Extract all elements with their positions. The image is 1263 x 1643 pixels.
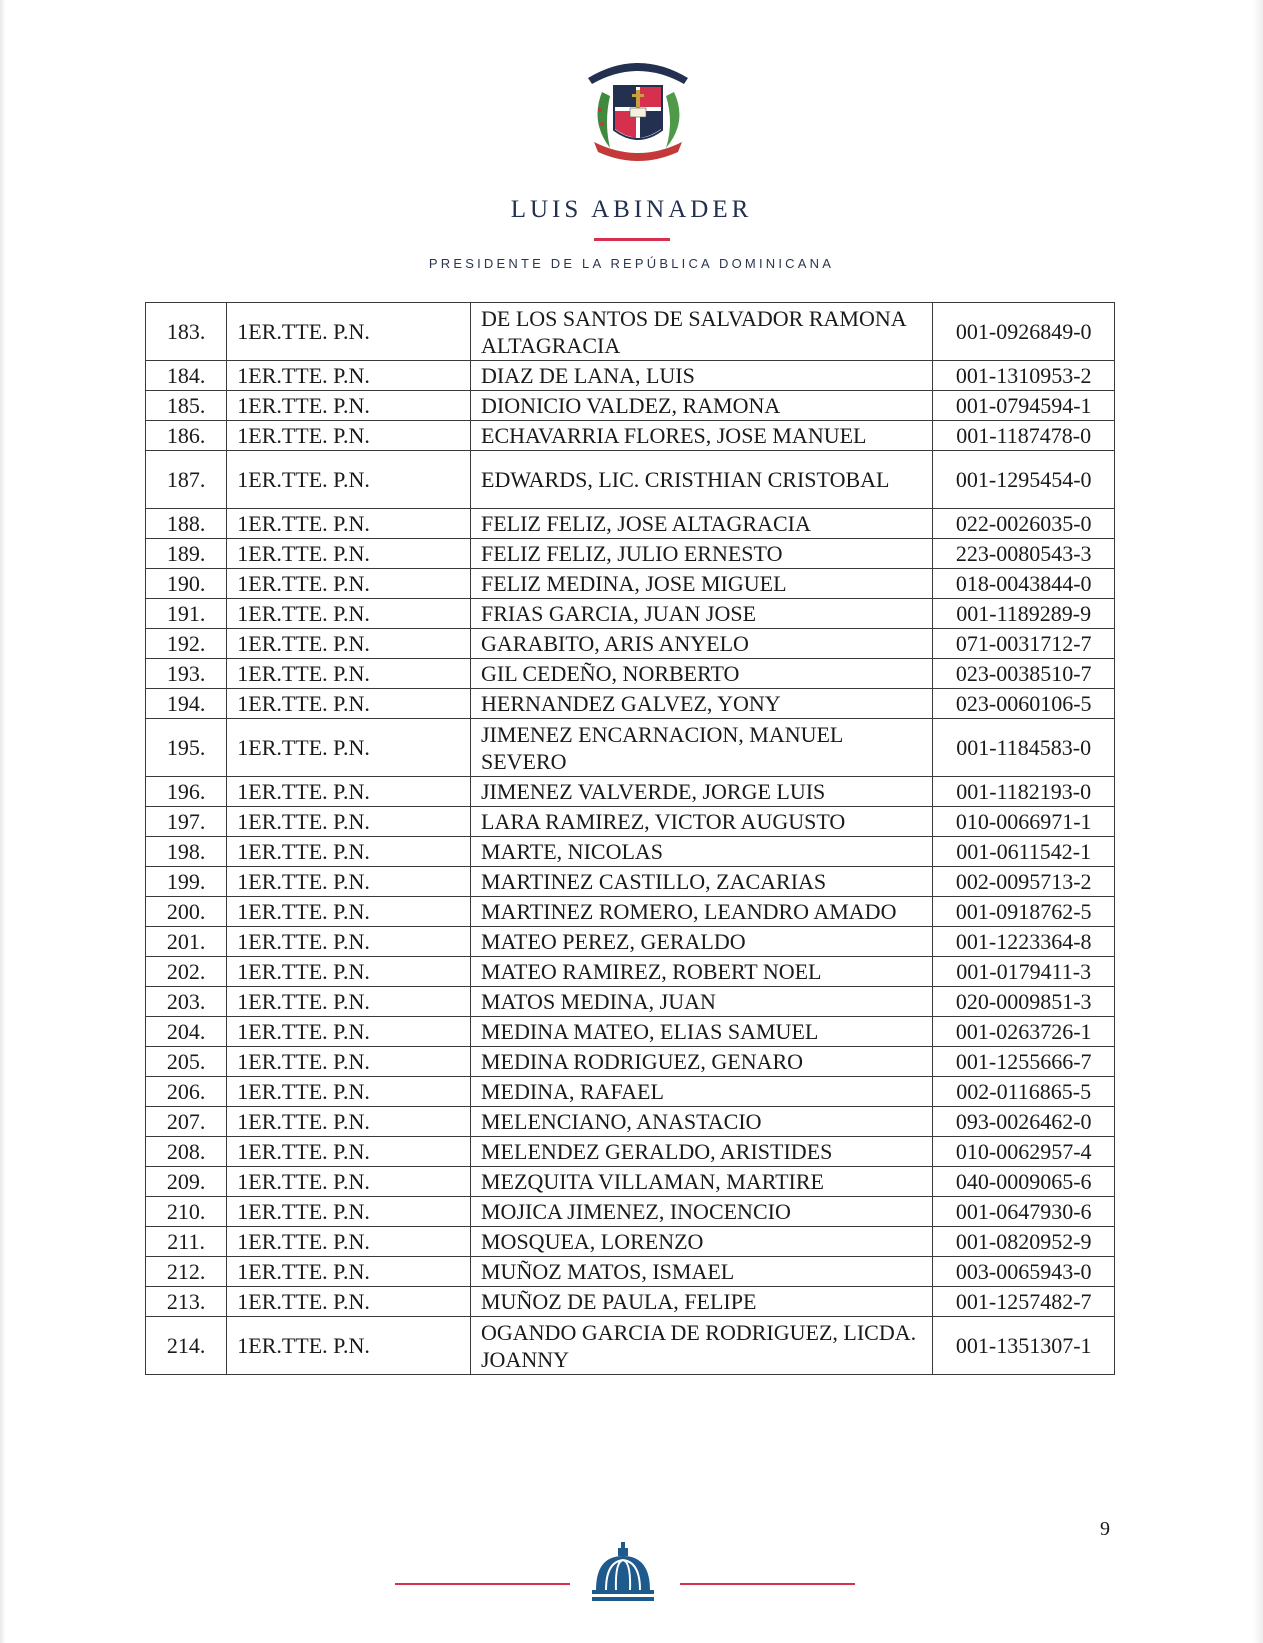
- header-red-rule: [594, 238, 670, 241]
- footer-red-line-right: [680, 1583, 855, 1585]
- rank-cell: 1ER.TTE. P.N.: [227, 509, 471, 539]
- scan-edge-right: [1253, 0, 1263, 1643]
- personnel-table: [145, 302, 1115, 1375]
- name-cell: DIONICIO VALDEZ, RAMONA: [471, 391, 933, 421]
- cedula-cell: 022-0026035-0: [933, 509, 1115, 539]
- row-number: 194.: [146, 689, 227, 719]
- name-cell: MEZQUITA VILLAMAN, MARTIRE: [471, 1167, 933, 1197]
- name-cell: MATEO RAMIREZ, ROBERT NOEL: [471, 957, 933, 987]
- row-number: 196.: [146, 777, 227, 807]
- table-row: [146, 1077, 1115, 1107]
- table-row: [146, 659, 1115, 689]
- name-cell: MOSQUEA, LORENZO: [471, 1227, 933, 1257]
- table-row: [146, 1137, 1115, 1167]
- cedula-cell: 001-1310953-2: [933, 361, 1115, 391]
- table-row: [146, 867, 1115, 897]
- row-number: 213.: [146, 1287, 227, 1317]
- row-number: 197.: [146, 807, 227, 837]
- cedula-cell: 001-0918762-5: [933, 897, 1115, 927]
- rank-cell: 1ER.TTE. P.N.: [227, 303, 471, 361]
- cedula-cell: 093-0026462-0: [933, 1107, 1115, 1137]
- row-number: 192.: [146, 629, 227, 659]
- cedula-cell: 040-0009065-6: [933, 1167, 1115, 1197]
- row-number: 208.: [146, 1137, 227, 1167]
- rank-cell: 1ER.TTE. P.N.: [227, 1017, 471, 1047]
- name-cell: DIAZ DE LANA, LUIS: [471, 361, 933, 391]
- rank-cell: 1ER.TTE. P.N.: [227, 659, 471, 689]
- table-row: [146, 777, 1115, 807]
- cedula-cell: 002-0095713-2: [933, 867, 1115, 897]
- row-number: 205.: [146, 1047, 227, 1077]
- name-cell: GARABITO, ARIS ANYELO: [471, 629, 933, 659]
- table-row: [146, 391, 1115, 421]
- rank-cell: 1ER.TTE. P.N.: [227, 1047, 471, 1077]
- row-number: 204.: [146, 1017, 227, 1047]
- rank-cell: 1ER.TTE. P.N.: [227, 1107, 471, 1137]
- name-cell: FELIZ FELIZ, JULIO ERNESTO: [471, 539, 933, 569]
- name-cell: JIMENEZ VALVERDE, JORGE LUIS: [471, 777, 933, 807]
- name-cell: HERNANDEZ GALVEZ, YONY: [471, 689, 933, 719]
- cedula-cell: 001-0179411-3: [933, 957, 1115, 987]
- name-cell: GIL CEDEÑO, NORBERTO: [471, 659, 933, 689]
- table-row: [146, 807, 1115, 837]
- name-cell: MUÑOZ MATOS, ISMAEL: [471, 1257, 933, 1287]
- cedula-cell: 001-1223364-8: [933, 927, 1115, 957]
- row-number: 206.: [146, 1077, 227, 1107]
- name-cell: JIMENEZ ENCARNACION, MANUEL SEVERO: [471, 719, 933, 777]
- header-subtitle: PRESIDENTE DE LA REPÚBLICA DOMINICANA: [428, 256, 835, 271]
- row-number: 188.: [146, 509, 227, 539]
- rank-cell: 1ER.TTE. P.N.: [227, 987, 471, 1017]
- rank-cell: 1ER.TTE. P.N.: [227, 1287, 471, 1317]
- cedula-cell: 001-1295454-0: [933, 451, 1115, 509]
- cedula-cell: 001-0794594-1: [933, 391, 1115, 421]
- cedula-cell: 001-1255666-7: [933, 1047, 1115, 1077]
- table-row: [146, 1227, 1115, 1257]
- name-cell: MATEO PEREZ, GERALDO: [471, 927, 933, 957]
- national-palace-dome-icon: [588, 1540, 658, 1604]
- row-number: 200.: [146, 897, 227, 927]
- row-number: 184.: [146, 361, 227, 391]
- cedula-cell: 003-0065943-0: [933, 1257, 1115, 1287]
- row-number: 214.: [146, 1317, 227, 1375]
- name-cell: MEDINA RODRIGUEZ, GENARO: [471, 1047, 933, 1077]
- cedula-cell: 010-0062957-4: [933, 1137, 1115, 1167]
- row-number: 193.: [146, 659, 227, 689]
- coat-of-arms-icon: [580, 52, 696, 162]
- cedula-cell: 001-1189289-9: [933, 599, 1115, 629]
- name-cell: DE LOS SANTOS DE SALVADOR RAMONA ALTAGRACIA: [471, 303, 933, 361]
- row-number: 203.: [146, 987, 227, 1017]
- table-row: [146, 837, 1115, 867]
- table-row: [146, 1107, 1115, 1137]
- name-cell: MATOS MEDINA, JUAN: [471, 987, 933, 1017]
- cedula-cell: 018-0043844-0: [933, 569, 1115, 599]
- cedula-cell: 001-0647930-6: [933, 1197, 1115, 1227]
- cedula-cell: 001-1184583-0: [933, 719, 1115, 777]
- rank-cell: 1ER.TTE. P.N.: [227, 569, 471, 599]
- row-number: 210.: [146, 1197, 227, 1227]
- table-row: [146, 987, 1115, 1017]
- table-row: [146, 1197, 1115, 1227]
- row-number: 198.: [146, 837, 227, 867]
- cedula-cell: 001-1257482-7: [933, 1287, 1115, 1317]
- name-cell: MELENDEZ GERALDO, ARISTIDES: [471, 1137, 933, 1167]
- rank-cell: 1ER.TTE. P.N.: [227, 837, 471, 867]
- rank-cell: 1ER.TTE. P.N.: [227, 1137, 471, 1167]
- table-row: [146, 957, 1115, 987]
- name-cell: MARTINEZ CASTILLO, ZACARIAS: [471, 867, 933, 897]
- table-row: [146, 569, 1115, 599]
- cedula-cell: 010-0066971-1: [933, 807, 1115, 837]
- cedula-cell: 001-0820952-9: [933, 1227, 1115, 1257]
- rank-cell: 1ER.TTE. P.N.: [227, 421, 471, 451]
- cedula-cell: 001-0926849-0: [933, 303, 1115, 361]
- cedula-cell: 023-0038510-7: [933, 659, 1115, 689]
- cedula-cell: 023-0060106-5: [933, 689, 1115, 719]
- row-number: 185.: [146, 391, 227, 421]
- cedula-cell: 001-0611542-1: [933, 837, 1115, 867]
- rank-cell: 1ER.TTE. P.N.: [227, 777, 471, 807]
- page-number: 9: [1100, 1518, 1110, 1540]
- rank-cell: 1ER.TTE. P.N.: [227, 1317, 471, 1375]
- table-row: [146, 599, 1115, 629]
- table-row: [146, 629, 1115, 659]
- row-number: 183.: [146, 303, 227, 361]
- name-cell: ECHAVARRIA FLORES, JOSE MANUEL: [471, 421, 933, 451]
- name-cell: EDWARDS, LIC. CRISTHIAN CRISTOBAL: [471, 451, 933, 509]
- rank-cell: 1ER.TTE. P.N.: [227, 361, 471, 391]
- name-cell: MARTE, NICOLAS: [471, 837, 933, 867]
- rank-cell: 1ER.TTE. P.N.: [227, 539, 471, 569]
- table-row: [146, 1167, 1115, 1197]
- cedula-cell: 020-0009851-3: [933, 987, 1115, 1017]
- table-row: [146, 927, 1115, 957]
- row-number: 211.: [146, 1227, 227, 1257]
- row-number: 199.: [146, 867, 227, 897]
- table-row: [146, 897, 1115, 927]
- rank-cell: 1ER.TTE. P.N.: [227, 897, 471, 927]
- cedula-cell: 071-0031712-7: [933, 629, 1115, 659]
- table-row: [146, 451, 1115, 509]
- cedula-cell: 001-1182193-0: [933, 777, 1115, 807]
- cedula-cell: 002-0116865-5: [933, 1077, 1115, 1107]
- name-cell: MOJICA JIMENEZ, INOCENCIO: [471, 1197, 933, 1227]
- row-number: 190.: [146, 569, 227, 599]
- rank-cell: 1ER.TTE. P.N.: [227, 1227, 471, 1257]
- name-cell: MUÑOZ DE PAULA, FELIPE: [471, 1287, 933, 1317]
- table-row: [146, 719, 1115, 777]
- rank-cell: 1ER.TTE. P.N.: [227, 1257, 471, 1287]
- cedula-cell: 001-0263726-1: [933, 1017, 1115, 1047]
- table-row: [146, 1317, 1115, 1375]
- row-number: 202.: [146, 957, 227, 987]
- name-cell: LARA RAMIREZ, VICTOR AUGUSTO: [471, 807, 933, 837]
- name-cell: OGANDO GARCIA DE RODRIGUEZ, LICDA. JOANNY: [471, 1317, 933, 1375]
- header-name: LUIS ABINADER: [510, 196, 753, 223]
- row-number: 201.: [146, 927, 227, 957]
- table-row: [146, 303, 1115, 361]
- cedula-cell: 223-0080543-3: [933, 539, 1115, 569]
- rank-cell: 1ER.TTE. P.N.: [227, 689, 471, 719]
- table-row: [146, 1047, 1115, 1077]
- row-number: 187.: [146, 451, 227, 509]
- footer-red-line-left: [395, 1583, 570, 1585]
- rank-cell: 1ER.TTE. P.N.: [227, 1197, 471, 1227]
- row-number: 186.: [146, 421, 227, 451]
- row-number: 195.: [146, 719, 227, 777]
- name-cell: MELENCIANO, ANASTACIO: [471, 1107, 933, 1137]
- rank-cell: 1ER.TTE. P.N.: [227, 451, 471, 509]
- table-row: [146, 509, 1115, 539]
- table-row: [146, 689, 1115, 719]
- row-number: 209.: [146, 1167, 227, 1197]
- row-number: 191.: [146, 599, 227, 629]
- scan-edge-left: [0, 0, 6, 1643]
- table-row: [146, 1017, 1115, 1047]
- name-cell: FELIZ MEDINA, JOSE MIGUEL: [471, 569, 933, 599]
- rank-cell: 1ER.TTE. P.N.: [227, 957, 471, 987]
- table-row: [146, 361, 1115, 391]
- rank-cell: 1ER.TTE. P.N.: [227, 867, 471, 897]
- rank-cell: 1ER.TTE. P.N.: [227, 807, 471, 837]
- row-number: 189.: [146, 539, 227, 569]
- name-cell: MARTINEZ ROMERO, LEANDRO AMADO: [471, 897, 933, 927]
- table-row: [146, 1257, 1115, 1287]
- name-cell: FELIZ FELIZ, JOSE ALTAGRACIA: [471, 509, 933, 539]
- rank-cell: 1ER.TTE. P.N.: [227, 391, 471, 421]
- table-row: [146, 1287, 1115, 1317]
- table-row: [146, 539, 1115, 569]
- cedula-cell: 001-1351307-1: [933, 1317, 1115, 1375]
- name-cell: FRIAS GARCIA, JUAN JOSE: [471, 599, 933, 629]
- row-number: 212.: [146, 1257, 227, 1287]
- cedula-cell: 001-1187478-0: [933, 421, 1115, 451]
- row-number: 207.: [146, 1107, 227, 1137]
- rank-cell: 1ER.TTE. P.N.: [227, 629, 471, 659]
- name-cell: MEDINA, RAFAEL: [471, 1077, 933, 1107]
- rank-cell: 1ER.TTE. P.N.: [227, 1167, 471, 1197]
- rank-cell: 1ER.TTE. P.N.: [227, 1077, 471, 1107]
- rank-cell: 1ER.TTE. P.N.: [227, 719, 471, 777]
- rank-cell: 1ER.TTE. P.N.: [227, 927, 471, 957]
- table-row: [146, 421, 1115, 451]
- rank-cell: 1ER.TTE. P.N.: [227, 599, 471, 629]
- name-cell: MEDINA MATEO, ELIAS SAMUEL: [471, 1017, 933, 1047]
